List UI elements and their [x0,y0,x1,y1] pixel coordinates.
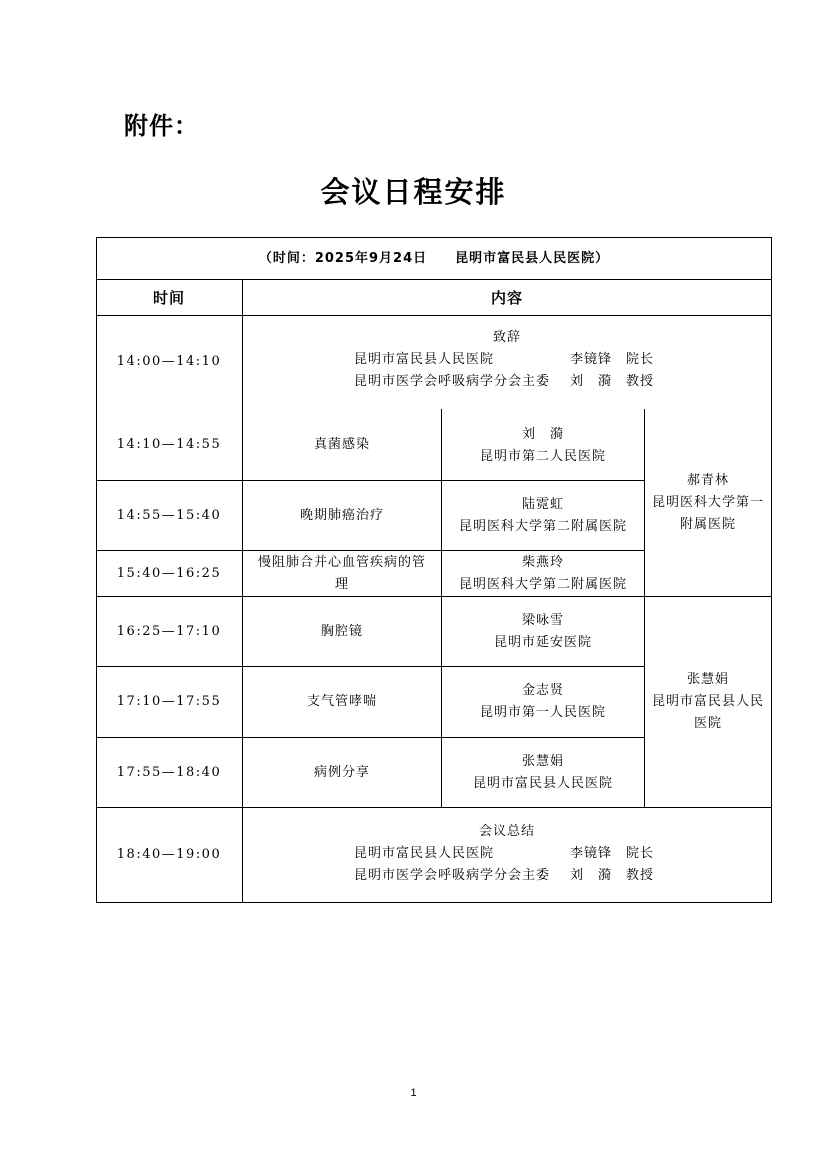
page-number: 1 [410,1087,417,1099]
speaker-org: 昆明市富民县人民医院 [472,775,613,791]
table-border-right [771,237,772,903]
moderator [645,409,771,596]
session-time: 15:40—16:25 [116,565,222,581]
session-topic: 病例分享 [313,764,370,780]
meeting-info: （时间：2025年9月24日 昆明市富民县人民医院） [258,250,610,266]
session-topic [243,551,441,596]
speaker-name: 梁咏雪 [521,612,564,628]
session-speaker [442,667,644,737]
session-topic: 胸腔镜 [320,623,363,639]
closing-person: 刘 漪 教授 [570,868,655,883]
opening-line [354,371,660,393]
speaker-org: 昆明市延安医院 [493,634,592,650]
session-time: 14:55—15:40 [116,507,222,523]
closing-time: 18:40—19:00 [116,847,222,862]
session-topic: 支气管哮喘 [306,694,377,709]
session-time: 16:25—17:10 [116,623,222,639]
document-title: 会议日程安排 [320,175,507,209]
session-topic: 真菌感染 [313,436,370,452]
attachment-label: 附件： [124,112,199,140]
session-topic: 晚期肺癌治疗 [299,507,384,523]
header-content: 内容 [490,288,523,307]
moderator-name: 张慧娟 [686,672,729,687]
closing-person: 李镜锋 院长 [570,846,655,861]
header-time: 时间 [152,288,185,307]
opening-line [354,349,660,371]
session-speaker [442,481,644,550]
closing-line [354,843,660,865]
opening-content [243,320,771,400]
schedule-table [96,237,772,903]
speaker-name: 刘 漪 [521,426,564,442]
moderator-org: 昆明医科大学第一附属医院 [652,494,765,532]
speaker-org: 昆明医科大学第二附属医院 [458,518,627,534]
speaker-org: 昆明市第二人民医院 [479,448,606,464]
speaker-name: 金志贤 [521,683,564,698]
speaker-org: 昆明医科大学第二附属医院 [458,576,627,592]
session-time: 17:10—17:55 [116,694,222,709]
closing-line [354,865,660,887]
session-speaker [442,413,644,478]
table-border-bottom [96,902,772,903]
opening-person: 刘 漪 教授 [570,374,655,389]
opening-person: 李镜锋 院长 [570,352,655,367]
moderator [645,597,771,807]
moderator-org: 昆明市富民县人民医院 [652,694,765,731]
closing-content [243,812,771,896]
opening-org: 昆明市富民县人民医院 [354,352,495,367]
session-time: 17:55—18:40 [116,764,222,780]
session-speaker [442,738,644,807]
opening-org: 昆明市医学会呼吸病学分会主委 [354,374,551,389]
session-time: 14:10—14:55 [116,436,222,452]
speaker-name: 柴燕玲 [521,554,564,570]
closing-org: 昆明市富民县人民医院 [354,846,495,861]
session-speaker [442,597,644,666]
speaker-name: 张慧娟 [521,753,564,769]
opening-time: 14:00—14:10 [116,354,222,369]
opening-heading: 致辞 [492,330,521,345]
speaker-org: 昆明市第一人民医院 [479,705,606,720]
session-topic-text: 慢阻肺合并心血管疾病的管理 [257,554,426,592]
session-speaker [442,551,644,596]
speaker-name: 陆霓虹 [521,496,564,512]
moderator-name: 郝青林 [686,472,729,488]
closing-heading: 会议总结 [478,824,535,839]
closing-org: 昆明市医学会呼吸病学分会主委 [354,868,551,883]
